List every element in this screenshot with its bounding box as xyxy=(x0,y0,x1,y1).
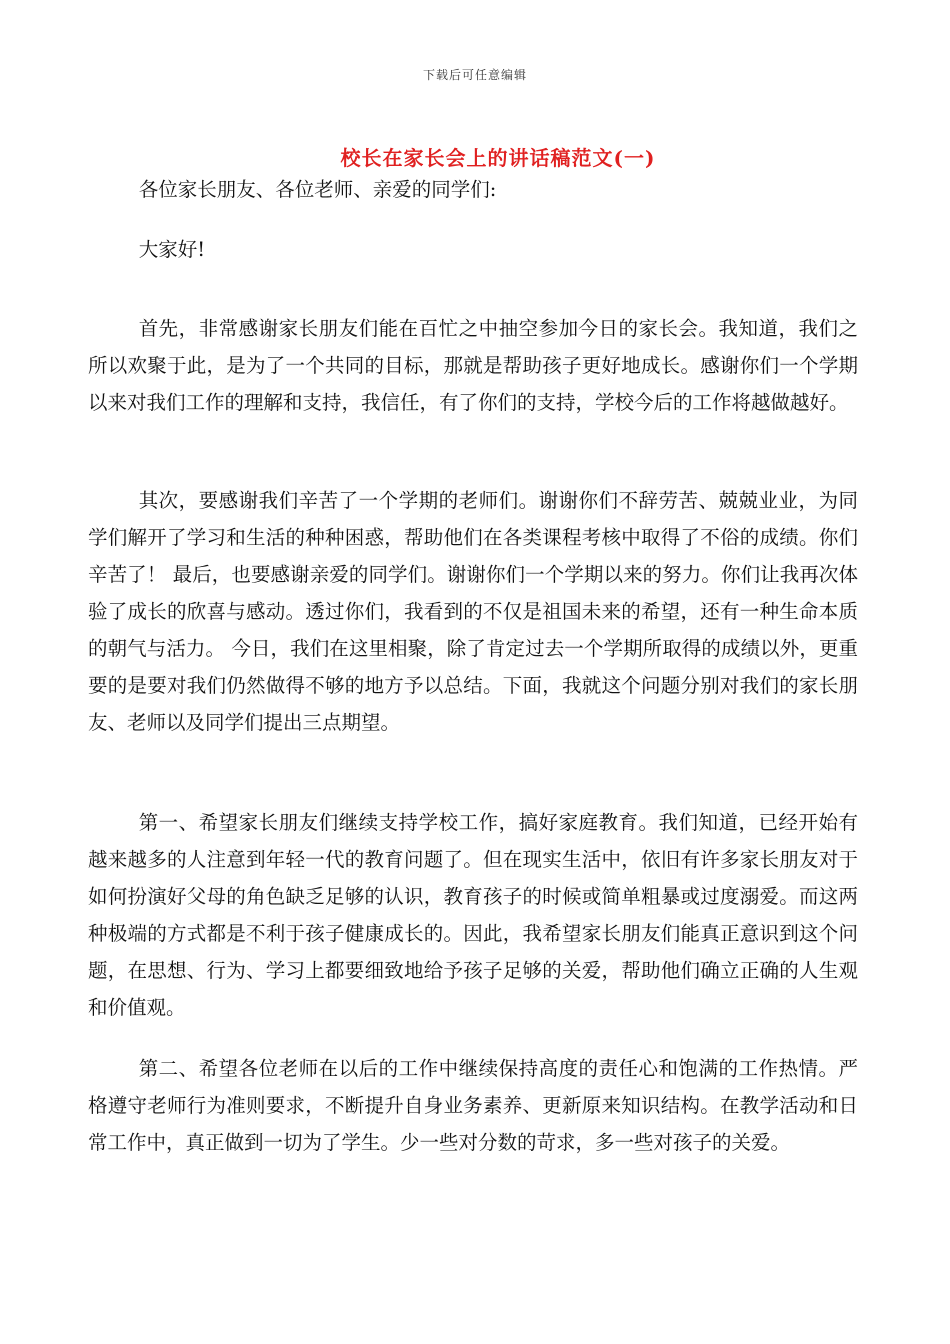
paragraph-text: 第一、希望家长朋友们继续支持学校工作，搞好家庭教育。我们知道，已经开始有越来越多的人注意到年轻一代的教育问题了。但在现实生活中，依旧有许多家长朋友对于如何扮演好父母的角色缺乏足够的认识，教育孩子的时候或简单粗暴或过度溺爱。而这两种极端的方式都是不利于孩子健康成长的。因此，我希望家长朋友们能真正意识到这个问题，在思想、行为、学习上都要细致地给予孩子足够的关爱，帮助他们确立正确的人生观和价值观。 xyxy=(88,811,858,1019)
paragraph-text: 第二、希望各位老师在以后的工作中继续保持高度的责任心和饱满的工作热情。严格遵守老师行为准则要求，不断提升自身业务素养、更新原来知识结构。在教学活动和日常工作中，真正做到一切为了学生。少一些对分数的苛求，多一些对孩子的关爱。 xyxy=(88,1057,858,1154)
document-title: 校长在家长会上的讲话稿范文(一) xyxy=(340,146,656,170)
paragraph-text: 首先，非常感谢家长朋友们能在百忙之中抽空参加今日的家长会。我知道，我们之所以欢聚于此，是为了一个共同的目标，那就是帮助孩子更好地成长。感谢你们一个学期以来对我们工作的理解和支持，我信任，有了你们的支持，学校今后的工作将越做越好。 xyxy=(88,317,858,414)
salutation-text: 各位家长朋友、各位老师、亲爱的同学们: xyxy=(138,178,497,201)
paragraph-3 xyxy=(88,804,858,1026)
salutation xyxy=(88,171,858,208)
greeting-text: 大家好! xyxy=(138,238,206,261)
greeting xyxy=(88,231,858,268)
paragraph-text: 其次，要感谢我们辛苦了一个学期的老师们。谢谢你们不辞劳苦、兢兢业业，为同学们解开了学习和生活的种种困惑，帮助他们在各类课程考核中取得了不俗的成绩。你们辛苦了！ 最后，也要感谢亲爱的同学们。谢谢你们一个学期以来的努力。你们让我再次体验了成长的欣喜与感动。透过你们，我看到的不仅是祖国未来的希望，还有一种生命本质的朝气与活力。 今日，我们在这里相聚，除了肯定过去一个学期所取得的成绩以外，更重要的是要对我们仍然做得不够的地方予以总结。下面，我就这个问题分别对我们的家长朋友、老师以及同学们提出三点期望。 xyxy=(88,489,858,734)
paragraph-1 xyxy=(88,310,858,421)
paragraph-4 xyxy=(88,1050,858,1161)
header-note: 下载后可任意编辑 xyxy=(422,68,527,82)
paragraph-2 xyxy=(88,482,858,741)
